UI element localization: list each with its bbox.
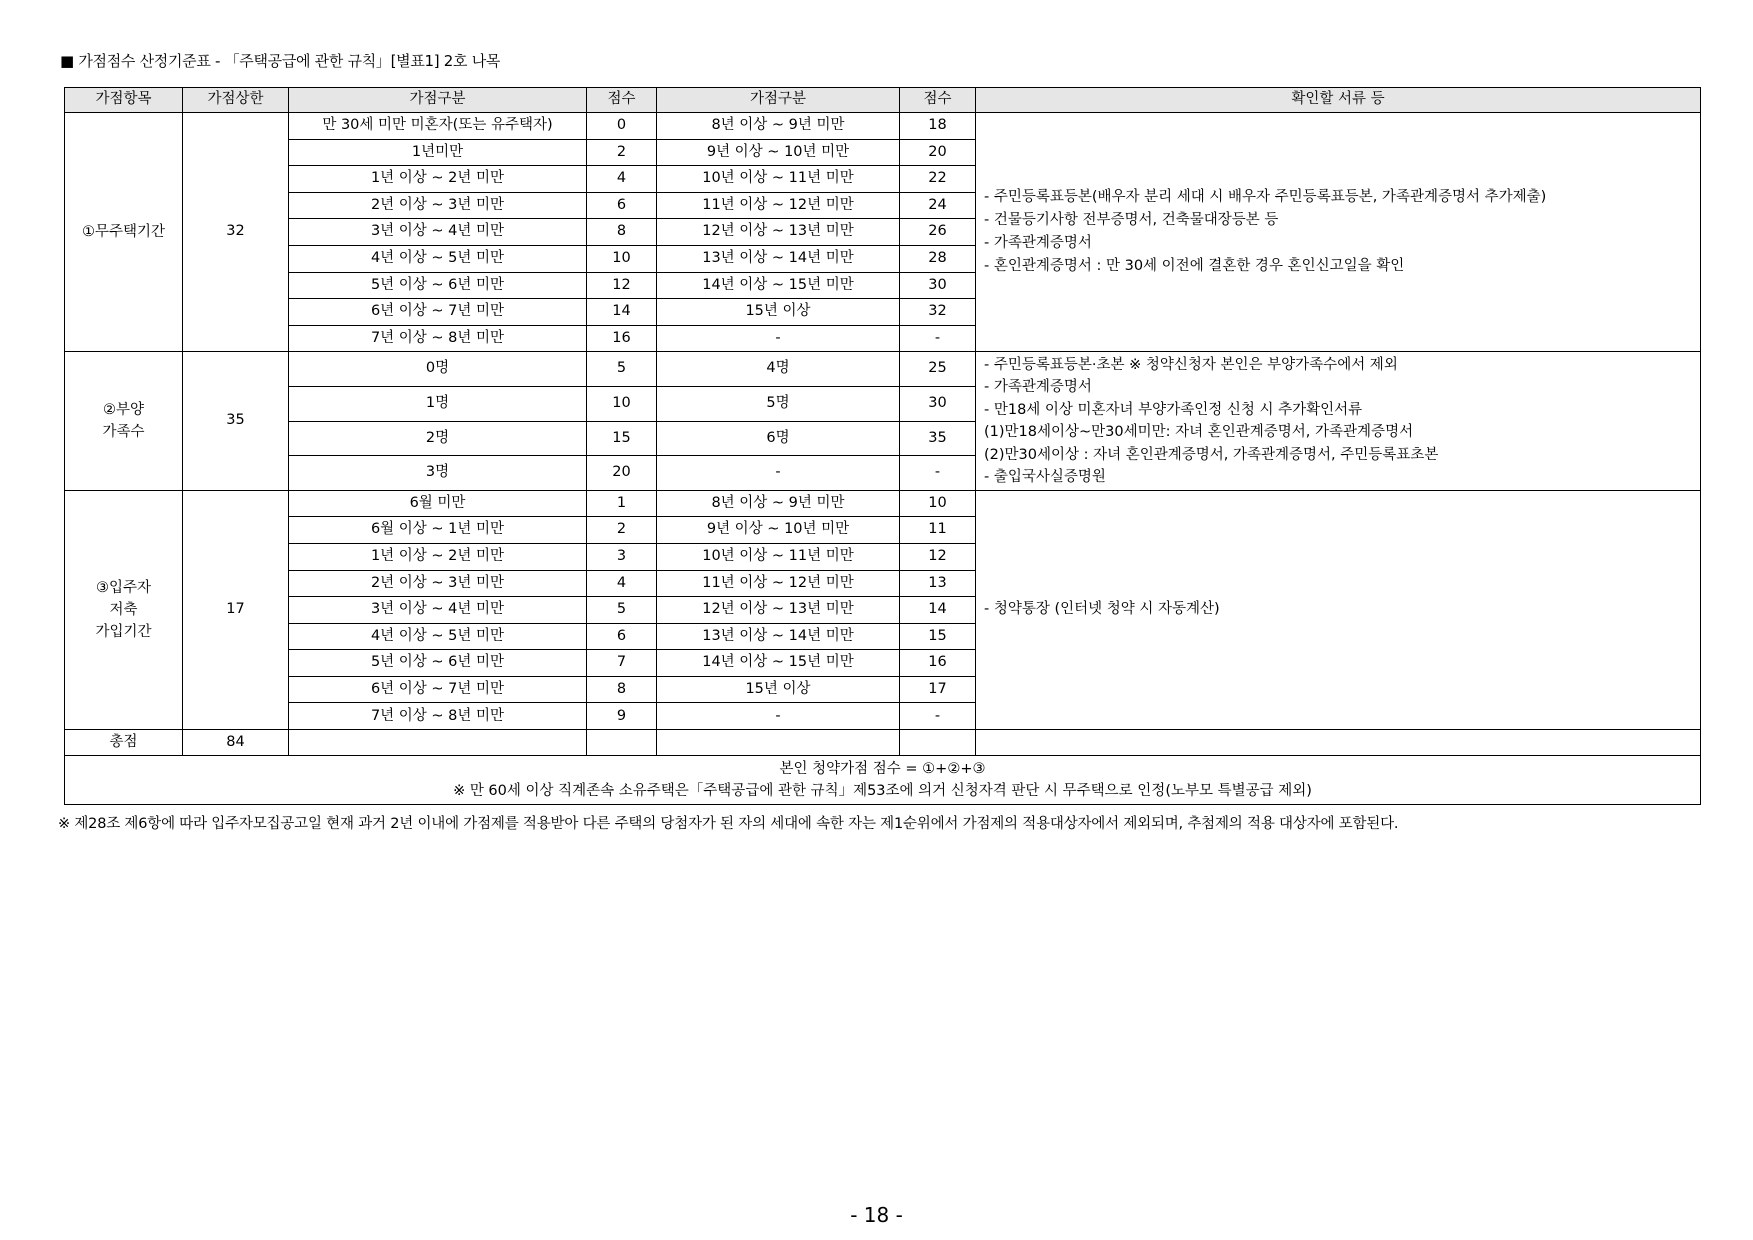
criteria-right: 11년 이상 ~ 12년 미만 (657, 570, 900, 597)
points-left: 12 (587, 272, 657, 299)
total-value: 84 (183, 730, 289, 756)
criteria-right: 12년 이상 ~ 13년 미만 (657, 219, 900, 246)
points-left: 2 (587, 517, 657, 544)
criteria-left: 7년 이상 ~ 8년 미만 (289, 703, 587, 730)
points-right: 24 (900, 192, 976, 219)
criteria-left: 만 30세 미만 미혼자(또는 유주택자) (289, 113, 587, 140)
document-note: - 만18세 이상 미혼자녀 부양가족인정 신청 시 추가확인서류 (984, 401, 1363, 418)
document-note: (2)만30세이상 : 자녀 혼인관계증명서, 가족관계증명서, 주민등록표초본 (984, 446, 1439, 463)
criteria-right: 6명 (657, 421, 900, 456)
points-left: 5 (587, 352, 657, 387)
category-label-subscription-period (65, 490, 183, 729)
points-right: 14 (900, 597, 976, 624)
criteria-right: 10년 이상 ~ 11년 미만 (657, 543, 900, 570)
points-left: 14 (587, 299, 657, 326)
table-row (65, 490, 1701, 517)
document-heading: ■ 가점점수 산정기준표 - 「주택공급에 관한 규칙」[별표1] 2호 나목 (60, 52, 501, 70)
points-left: 4 (587, 166, 657, 193)
page-number: - 18 - (850, 1203, 903, 1227)
points-right: 26 (900, 219, 976, 246)
criteria-right: 9년 이상 ~ 10년 미만 (657, 517, 900, 544)
required-documents (976, 352, 1701, 490)
criteria-right: 10년 이상 ~ 11년 미만 (657, 166, 900, 193)
document-note: - 가족관계증명서 (984, 379, 1092, 396)
points-left: 10 (587, 245, 657, 272)
total-empty-cell (976, 730, 1701, 756)
criteria-left: 6년 이상 ~ 7년 미만 (289, 299, 587, 326)
document-note: - 출입국사실증명원 (984, 469, 1106, 486)
summary-note: ※ 만 60세 이상 직계존속 소유주택은「주택공급에 관한 규칙」제53조에 의거 신청자격 판단 시 무주택으로 인정(노부모 특별공급 제외) (453, 783, 1312, 800)
points-right: 10 (900, 490, 976, 517)
criteria-left: 5년 이상 ~ 6년 미만 (289, 272, 587, 299)
summary-cell (65, 756, 1701, 805)
criteria-right: 8년 이상 ~ 9년 미만 (657, 113, 900, 140)
points-left: 10 (587, 386, 657, 421)
points-left: 8 (587, 676, 657, 703)
criteria-left: 3명 (289, 456, 587, 491)
criteria-left: 6월 미만 (289, 490, 587, 517)
criteria-right: - (657, 456, 900, 491)
total-empty-cell (900, 730, 976, 756)
document-note: - 건물등기사항 전부증명서, 건축물대장등본 등 (984, 212, 1279, 229)
criteria-left: 1년미만 (289, 139, 587, 166)
summary-formula: 본인 청약가점 점수 = ①+②+③ (779, 761, 986, 778)
criteria-left: 2년 이상 ~ 3년 미만 (289, 570, 587, 597)
points-right: 12 (900, 543, 976, 570)
category-label-line: ③입주자 (95, 579, 152, 596)
table-header-row (65, 88, 1701, 113)
points-left: 1 (587, 490, 657, 517)
points-right: 32 (900, 299, 976, 326)
score-criteria-table (64, 87, 1701, 805)
points-right: 35 (900, 421, 976, 456)
criteria-left: 3년 이상 ~ 4년 미만 (289, 219, 587, 246)
document-note: - 가족관계증명서 (984, 235, 1092, 252)
criteria-right: 11년 이상 ~ 12년 미만 (657, 192, 900, 219)
points-right: 16 (900, 650, 976, 677)
category-max-points: 32 (183, 113, 289, 352)
required-documents (976, 490, 1701, 729)
points-right: 25 (900, 352, 976, 387)
header-criteria-right: 가점구분 (657, 88, 900, 113)
category-label-line: 저축 (109, 601, 138, 618)
criteria-left: 1년 이상 ~ 2년 미만 (289, 543, 587, 570)
points-right: - (900, 325, 976, 352)
document-note: - 주민등록표등본(배우자 분리 세대 시 배우자 주민등록표등본, 가족관계증명서 추가제출) (984, 189, 1547, 206)
points-left: 16 (587, 325, 657, 352)
criteria-right: 15년 이상 (657, 299, 900, 326)
criteria-left: 0명 (289, 352, 587, 387)
points-left: 9 (587, 703, 657, 730)
criteria-right: 8년 이상 ~ 9년 미만 (657, 490, 900, 517)
points-left: 2 (587, 139, 657, 166)
criteria-left: 2명 (289, 421, 587, 456)
points-right: 13 (900, 570, 976, 597)
header-max-points: 가점상한 (183, 88, 289, 113)
criteria-left: 5년 이상 ~ 6년 미만 (289, 650, 587, 677)
points-left: 8 (587, 219, 657, 246)
points-right: 17 (900, 676, 976, 703)
category-label-line: 가입기간 (95, 623, 152, 640)
category-label-homeless-period (65, 113, 183, 352)
document-note: - 혼인관계증명서 : 만 30세 이전에 결혼한 경우 혼인신고일을 확인 (984, 258, 1405, 275)
category-max-points: 17 (183, 490, 289, 729)
points-right: 15 (900, 623, 976, 650)
points-right: - (900, 456, 976, 491)
points-left: 15 (587, 421, 657, 456)
category-max-points: 35 (183, 352, 289, 490)
criteria-right: 4명 (657, 352, 900, 387)
points-right: 11 (900, 517, 976, 544)
points-left: 6 (587, 192, 657, 219)
category-label-line: ②부양 (102, 402, 144, 419)
points-left: 20 (587, 456, 657, 491)
header-points-left: 점수 (587, 88, 657, 113)
header-documents: 확인할 서류 등 (976, 88, 1701, 113)
criteria-right: 13년 이상 ~ 14년 미만 (657, 245, 900, 272)
required-documents (976, 113, 1701, 352)
criteria-right: 13년 이상 ~ 14년 미만 (657, 623, 900, 650)
table-row (65, 113, 1701, 140)
criteria-left: 2년 이상 ~ 3년 미만 (289, 192, 587, 219)
criteria-right: 12년 이상 ~ 13년 미만 (657, 597, 900, 624)
points-left: 6 (587, 623, 657, 650)
criteria-left: 6월 이상 ~ 1년 미만 (289, 517, 587, 544)
criteria-right: - (657, 703, 900, 730)
criteria-left: 1명 (289, 386, 587, 421)
points-left: 4 (587, 570, 657, 597)
category-label-dependents (65, 352, 183, 490)
criteria-right: 9년 이상 ~ 10년 미만 (657, 139, 900, 166)
category-label-line: ①무주택기간 (81, 224, 166, 241)
points-right: 28 (900, 245, 976, 272)
criteria-right: - (657, 325, 900, 352)
header-criteria-left: 가점구분 (289, 88, 587, 113)
document-note: - 청약통장 (인터넷 청약 시 자동계산) (984, 601, 1220, 618)
points-right: 22 (900, 166, 976, 193)
total-empty-cell (289, 730, 587, 756)
points-right: 18 (900, 113, 976, 140)
total-label: 총점 (65, 730, 183, 756)
category-label-line: 가족수 (102, 424, 145, 441)
footnote: ※ 제28조 제6항에 따라 입주자모집공고일 현재 과거 2년 이내에 가점제를 적용받아 다른 주택의 당첨자가 된 자의 세대에 속한 자는 제1순위에서 가점제의 적용대상자에서 제외되며, 추첨제의 적용 대상자에 포함된다. (58, 816, 1399, 832)
criteria-left: 6년 이상 ~ 7년 미만 (289, 676, 587, 703)
criteria-left: 1년 이상 ~ 2년 미만 (289, 166, 587, 193)
document-note: - 주민등록표등본·초본 ※ 청약신청자 본인은 부양가족수에서 제외 (984, 356, 1398, 373)
total-row (65, 730, 1701, 756)
criteria-left: 4년 이상 ~ 5년 미만 (289, 245, 587, 272)
total-empty-cell (657, 730, 900, 756)
total-empty-cell (587, 730, 657, 756)
points-left: 7 (587, 650, 657, 677)
criteria-right: 14년 이상 ~ 15년 미만 (657, 272, 900, 299)
header-points-right: 점수 (900, 88, 976, 113)
criteria-right: 15년 이상 (657, 676, 900, 703)
points-left: 0 (587, 113, 657, 140)
points-left: 3 (587, 543, 657, 570)
criteria-right: 14년 이상 ~ 15년 미만 (657, 650, 900, 677)
points-right: 30 (900, 386, 976, 421)
criteria-left: 7년 이상 ~ 8년 미만 (289, 325, 587, 352)
criteria-left: 4년 이상 ~ 5년 미만 (289, 623, 587, 650)
criteria-right: 5명 (657, 386, 900, 421)
points-left: 5 (587, 597, 657, 624)
points-right: 20 (900, 139, 976, 166)
criteria-left: 3년 이상 ~ 4년 미만 (289, 597, 587, 624)
table-row (65, 352, 1701, 387)
header-category: 가점항목 (65, 88, 183, 113)
summary-row (65, 756, 1701, 805)
points-right: - (900, 703, 976, 730)
points-right: 30 (900, 272, 976, 299)
document-note: (1)만18세이상~만30세미만: 자녀 혼인관계증명서, 가족관계증명서 (984, 424, 1414, 441)
